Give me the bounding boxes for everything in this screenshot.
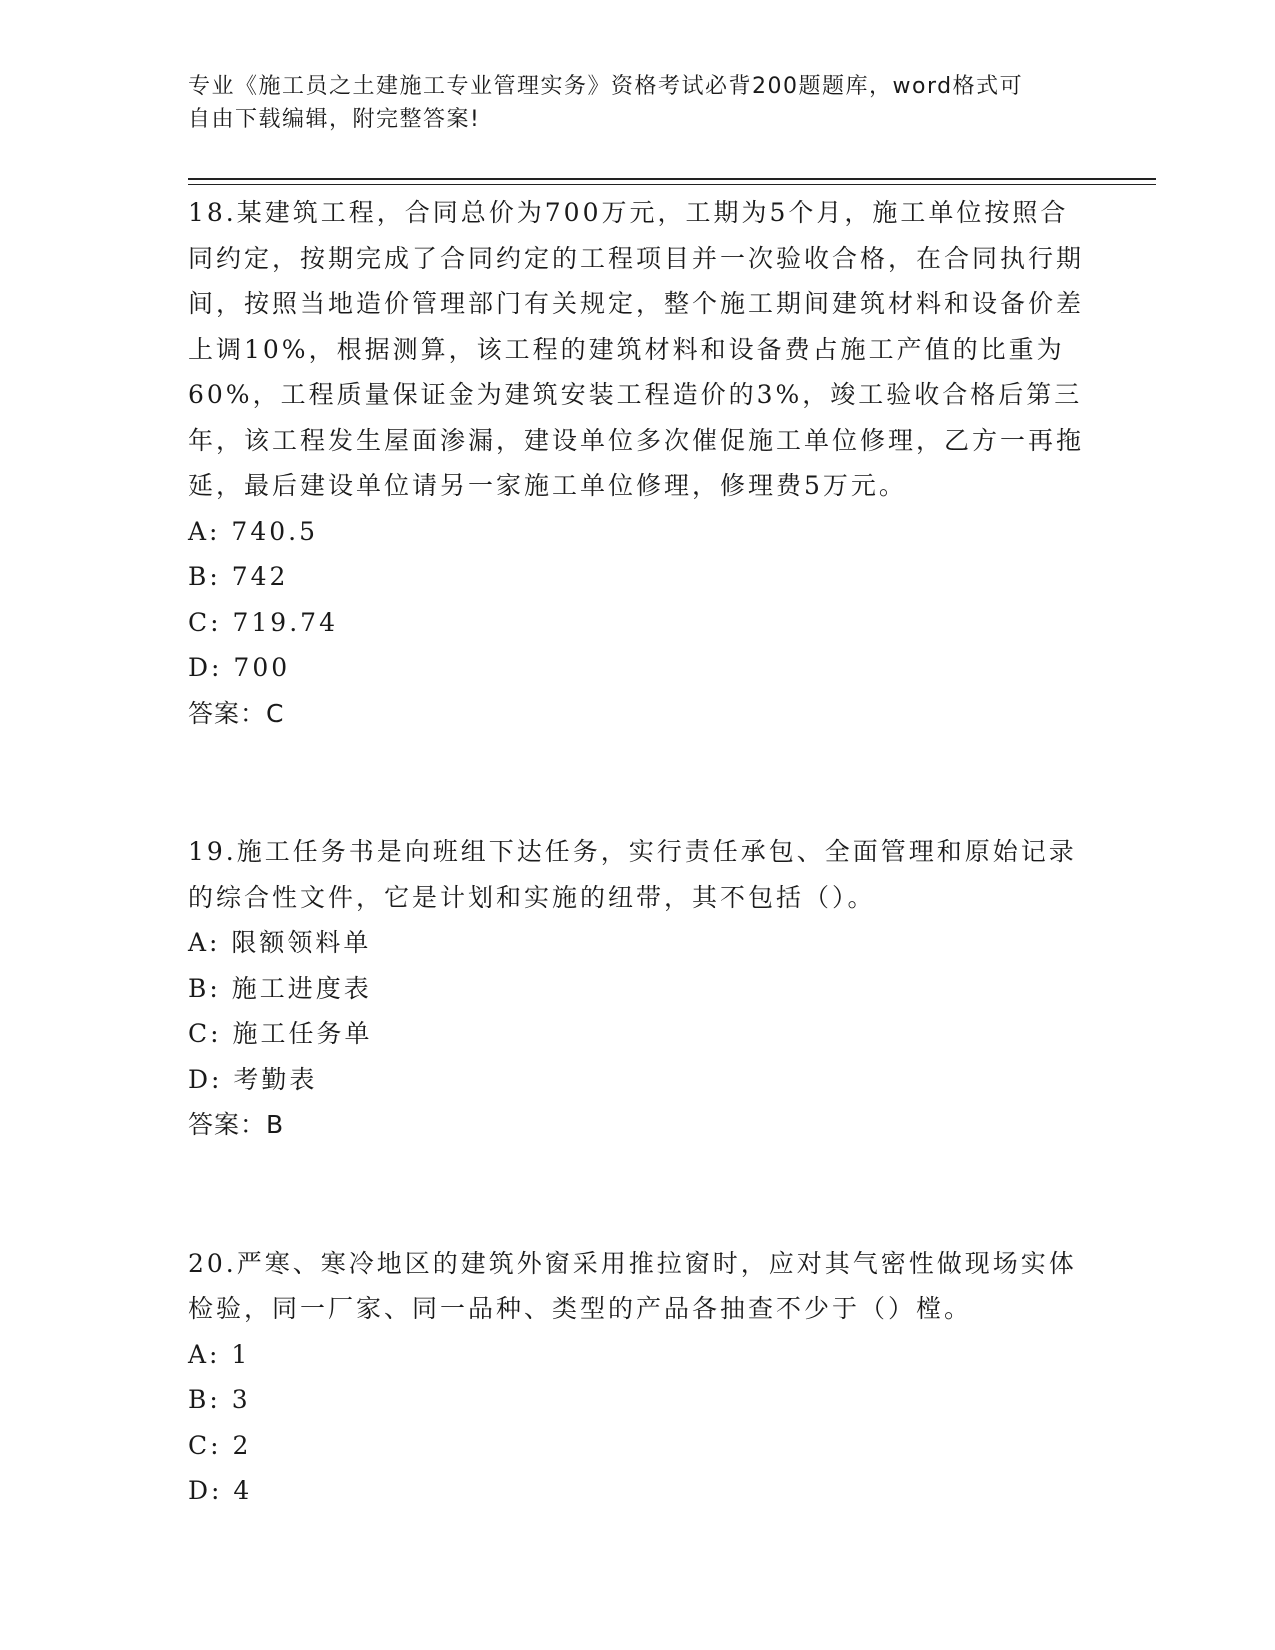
option-b: B: 742 xyxy=(188,562,289,591)
question-20 xyxy=(188,1241,1088,1514)
question-text: 18.某建筑工程，合同总价为700万元，工期为5个月，施工单位按照合同约定，按期完成了合同约定的工程项目并一次验收合格，在合同执行期间，按照当地造价管理部门有关规定，整个施工期间建筑材料和设备价差上调10%，根据测算，该工程的建筑材料和设备费占施工产值的比重为60%，工程质量保证金为建筑安装工程造价的3%，竣工验收合格后第三年，该工程发生屋面渗漏，建设单位多次催促施工单位修理，乙方一再拖延，最后建设单位请另一家施工单位修理，修理费5万元。 xyxy=(188,198,1085,500)
option-d: D: 4 xyxy=(188,1476,253,1505)
document-header xyxy=(188,70,1068,136)
option-a: A: 限额领料单 xyxy=(188,928,372,957)
question-gap xyxy=(188,1148,1088,1241)
option-a: A: 740.5 xyxy=(188,516,318,546)
option-b: B: 3 xyxy=(188,1385,251,1414)
option-c: C: 2 xyxy=(188,1430,252,1460)
header-divider-thin xyxy=(188,184,1156,185)
answer: 答案：B xyxy=(188,1110,285,1139)
option-d: D: 考勤表 xyxy=(188,1064,318,1094)
header-line-2: 自由下载编辑，附完整答案! xyxy=(188,107,481,132)
option-c: C: 施工任务单 xyxy=(188,1019,373,1048)
question-text: 19.施工任务书是向班组下达任务，实行责任承包、全面管理和原始记录的综合性文件，它是计划和实施的纽带，其不包括（）。 xyxy=(188,837,1077,912)
option-a: A: 1 xyxy=(188,1339,251,1369)
question-list xyxy=(188,190,1088,1514)
question-19 xyxy=(188,829,1088,1148)
option-b: B: 施工进度表 xyxy=(188,973,372,1003)
option-d: D: 700 xyxy=(188,653,291,682)
option-c: C: 719.74 xyxy=(188,607,338,637)
header-divider-thick xyxy=(188,178,1156,180)
question-text: 20.严寒、寒冷地区的建筑外窗采用推拉窗时，应对其气密性做现场实体检验，同一厂家、同一品种、类型的产品各抽查不少于（）樘。 xyxy=(188,1248,1077,1323)
question-gap xyxy=(188,736,1088,829)
question-18 xyxy=(188,190,1088,736)
header-line-1: 专业《施工员之土建施工专业管理实务》资格考试必背200题题库，word格式可 xyxy=(188,74,1024,99)
answer: 答案：C xyxy=(188,698,285,728)
